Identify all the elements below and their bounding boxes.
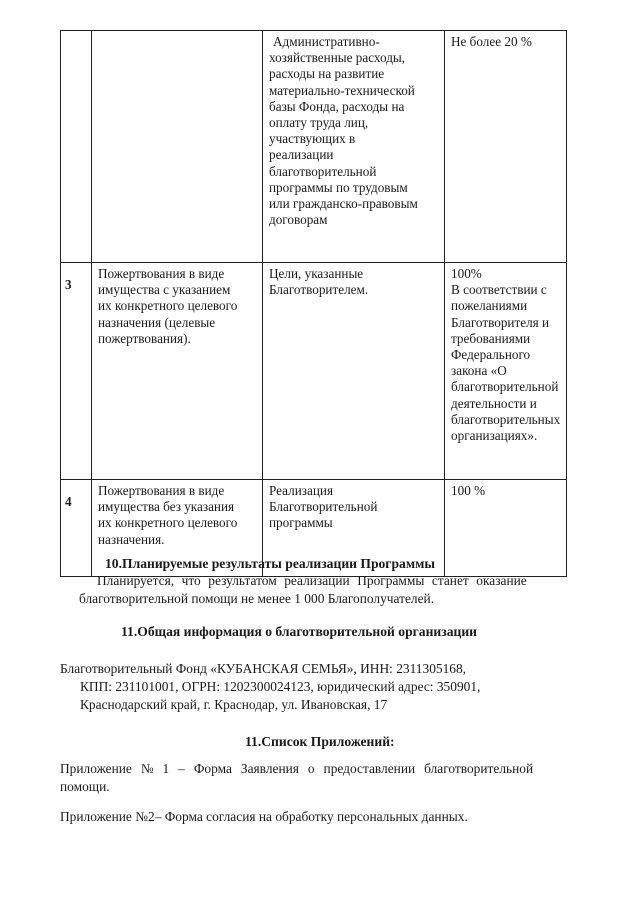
purpose-cell-line: благотворительной <box>269 163 377 179</box>
share-cell-line: 100 % <box>451 483 486 498</box>
appendix-item-1-line: Приложение № 1 – Форма Заявления о предоставлении благотворительной <box>60 761 534 776</box>
section-10-text-line: Планируется, что результатом реализации Программы станет оказание <box>97 573 527 588</box>
purpose-cell-line: хозяйственные расходы, <box>269 50 406 66</box>
purpose-cell-line: или гражданско-правовым <box>269 196 418 212</box>
purpose-cell-line: Благотворительной <box>269 499 378 515</box>
share-cell-line: благотворительных <box>451 411 561 427</box>
purpose-cell-line: Реализация <box>269 483 334 498</box>
section-10-text-line: благотворительной помощи не менее 1 000 Благополучателей. <box>79 591 435 606</box>
share-cell-line: 100% <box>451 266 482 281</box>
purpose-cell-line: Административно- <box>273 34 380 49</box>
row-number <box>61 31 92 263</box>
purpose-cell-line: материально-технической <box>269 82 415 98</box>
donation-source-cell-line: назначения (целевые <box>98 314 216 330</box>
donation-source-cell-line: имущества с указанием <box>98 282 231 298</box>
share-cell-line: Не более 20 % <box>451 34 532 49</box>
appendix-item-1-line: помощи. <box>60 779 110 794</box>
donation-source-cell-line: их конкретного целевого <box>98 515 238 531</box>
section-10-text <box>79 572 577 608</box>
share-cell-line: благотворительной <box>451 379 559 395</box>
purpose-cell-line: реализации <box>269 147 334 163</box>
share-cell <box>445 31 567 263</box>
purpose-cell-line: участвующих в <box>269 131 356 147</box>
purpose-cell <box>263 31 445 263</box>
donation-source-cell-line: Пожертвования в виде <box>98 483 225 498</box>
organization-info-line: КПП: 231101001, ОГРН: 1202300024123, юридический адрес: 350901, <box>80 679 481 694</box>
section-11-appendix-title: 11.Список Приложений: <box>245 734 395 749</box>
share-cell <box>445 480 567 577</box>
table-row <box>61 31 567 263</box>
appendix-item-2: Приложение №2– Форма согласия на обработку персональных данных. <box>60 809 468 824</box>
share-cell-line: деятельности и <box>451 395 537 411</box>
purpose-cell-line: программы <box>269 515 333 531</box>
organization-info-line: Благотворительный Фонд «КУБАНСКАЯ СЕМЬЯ», ИНН: 2311305168, <box>60 661 467 676</box>
section-10-title: 10.Планируемые результаты реализации Программы <box>105 556 435 571</box>
purpose-cell-line: базы Фонда, расходы на <box>269 98 405 114</box>
appendix-item-1 <box>60 760 578 796</box>
share-cell-line: пожеланиями <box>451 298 528 314</box>
donation-source-cell-line: назначения. <box>98 531 165 547</box>
distribution-table <box>60 30 567 577</box>
share-cell-line: В соответствии с <box>451 282 547 298</box>
section-11-info-title: 11.Общая информация о благотворительной организации <box>121 624 478 639</box>
donation-source-cell-line: имущества без указания <box>98 499 235 515</box>
purpose-cell-line: Благотворителем. <box>269 282 369 298</box>
row-number: 4 <box>61 480 92 577</box>
purpose-cell-line: Цели, указанные <box>269 266 364 281</box>
donation-source-cell-line: их конкретного целевого <box>98 298 238 314</box>
organization-info <box>60 660 580 714</box>
share-cell <box>445 263 567 480</box>
share-cell-line: организациях». <box>451 428 538 444</box>
purpose-cell <box>263 263 445 480</box>
donation-source-cell-line: пожертвования). <box>98 330 191 346</box>
donation-source-cell <box>92 263 263 480</box>
share-cell-line: закона «О <box>451 363 507 379</box>
purpose-cell-line: договорам <box>269 212 328 228</box>
share-cell-line: Благотворителя и <box>451 314 550 330</box>
purpose-cell-line: расходы на развитие <box>269 66 385 82</box>
purpose-cell-line: программы по трудовым <box>269 179 408 195</box>
purpose-cell-line: оплату труда лиц, <box>269 115 369 131</box>
organization-info-line: Краснодарский край, г. Краснодар, ул. Ивановская, 17 <box>80 697 388 712</box>
donation-source-cell <box>92 31 263 263</box>
table-row <box>61 263 567 480</box>
donation-source-cell-line: Пожертвования в виде <box>98 266 225 281</box>
row-number: 3 <box>61 263 92 480</box>
share-cell-line: Федерального <box>451 347 531 363</box>
share-cell-line: требованиями <box>451 330 531 346</box>
